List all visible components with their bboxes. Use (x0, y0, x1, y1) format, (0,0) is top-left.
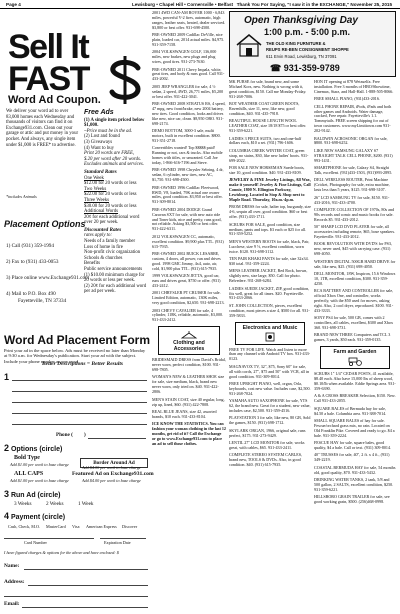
free-ads-item: (4) Want to buy (84, 145, 115, 151)
listing: PRE-OWNED 2008 STRATUS RS, 4 speed, 47 mpg, new front/brake, new 2004 battery, new tires. Good condition, looks and drives like new, nice car, clean. $8,950 OBO. 931-698-2174. (152, 101, 226, 126)
paper-towns: Lewisburg • Chapel Hill • Cornersville • Belfast (132, 1, 234, 7)
address-line-2[interactable] (4, 596, 148, 597)
discount-line: Needs of a family member (84, 239, 136, 245)
free-ads-item: ~Price must be in the ad. (84, 128, 133, 134)
listing: SQUARE BALES of Bermuda hay for sale, $4.50 a bale. Columbia area. 931-388-7014. (314, 405, 387, 416)
call-option[interactable]: 1) Call (931) 359-1994 (6, 243, 54, 249)
mail-city: Fayetteville, TN 37334 (18, 298, 67, 304)
discount-line: (2) 20¢ for each additional word per ad per week. (84, 283, 147, 295)
featured-ad-option[interactable]: Featured Ad on Exchange931.com (72, 471, 154, 477)
listing: 1999 VOLKSWAGEN JETTA, good car, runs and drives great, $750 or offer. (931) 433-2412. (152, 273, 221, 288)
listing: ICE KNOW THE STATISTICS. You can fashion your woman clothing in the last 12 months, get rid of it? Call the Exchange or go to www.Exchange931.com to place an ad to sell those clothes. (152, 421, 226, 446)
page-header (0, 0, 400, 9)
listing: BOT WEATHER COAT GREEN BOOTS, Ravenhills, size 11, new, like new, good condition, $40. 931-435-7918. (229, 101, 300, 116)
sell-it-heading: Sell It (8, 28, 89, 66)
listing: PRE-OWNED 1998 Chrysler Sebring, 4 dr, sedan, 6 cylinder, new tires, new AC, $1,750. 931-698-4500. (152, 167, 224, 183)
listing: SKYLARK ORGAN, 1966, original sale, runs perfect, $175. 931-273-9429. (229, 427, 306, 438)
listing: BRIDESMAID DRESS from David's Bridal, never worn, perfect condition, $100. 931-698-7805. (152, 357, 226, 373)
rate-line: $22.00 for 20 words or less (84, 192, 137, 198)
listing: REAL BLUE JEANS, size 42, assorted brands, $10 each. 931-433-8104. (152, 408, 217, 419)
listing: COASTAL BERMUDA HAY for sale, 54 months old, good quality, $70. 931-433-5432. (314, 464, 396, 475)
banner-phone: ☎ 931-359-9789 (270, 63, 340, 73)
listing: DELL WIRELESS ROUTER, Print Machine (Cricket, Photography for sale, extra machine, lasts less than 5 years, $125. 931-698-3107. (314, 177, 390, 193)
dollar-sign-icon (104, 54, 146, 106)
rate-line: 20¢ for each additional word over 20 per week. (84, 214, 140, 226)
rate-line: Additional Words (84, 209, 119, 215)
rate-line: $30.00 for 20 words or less (84, 203, 137, 209)
thanksgiving-furniture-ad (229, 11, 396, 77)
listing: SCRUBS FOR SALE, good condition, size medium, pants and tops. $3 each or $25 for all. 931-359-5252. (229, 221, 307, 237)
banner-address: 611 Ervin Road, Lewisburg, TN 37091 (266, 54, 337, 59)
run-2-weeks[interactable]: 2 Weeks (46, 501, 64, 507)
listing: WOMAN'S NEW & LEATHER SHOE size for sale, size medium, black, brand new never worn, only tried on. $40. 931-422-2806. (152, 374, 225, 395)
listing: COLUMBIA CREEK WINTER COAT, green strap, no stains, $30, like new ladies' boots. 931-699-2022. (229, 147, 309, 163)
listing: LADIES 3 PIECE SUITS, two and one-half dollars each, $10 a set. (931) 796-1606. (229, 135, 302, 146)
listing: PRE-OWNED 2002 BUICK LESABRE, custom, 4 doors, all power, run and drives good. 1998 GMC Jimmy, 4x4, auto, air, cold, $1,900 plus TTL. (931) 615-7935. (152, 250, 221, 271)
ad-text-line[interactable] (12, 391, 147, 392)
address-field[interactable] (28, 585, 148, 586)
listing: DELL MONITOR, 18W, Inspiron, 15.6 Windows 10, 1TB, excellent condition, $300. 931-359-4250. (314, 270, 396, 286)
discount-line: (1) $10.00 minimum charge for 20 words or less per week. (84, 272, 145, 284)
listing: Convertibles wanted! Top $$$$$ paid! Running or not, cars & trucks. Also mobile homes with titles, or unwanted. Call Joe today, 1-866-616-7196 and Steve. (152, 145, 223, 165)
enclosed-amount-label: I have figured charges & options for the above and have enclosed: $ (4, 550, 119, 555)
electronics-category-title: Electronics and Music (242, 324, 298, 331)
form-instructions: Print your ad in the space below. Ads must be received no later than Monday at 9:30 a.m. for Wednesday's publication. Start your ad with the subject. Include your phone number as one word. (4, 348, 146, 364)
classifieds-column-b (152, 11, 226, 611)
banner-store-subname: REUPS RE-BEN CONSIGNMENT SHOPPE (266, 47, 349, 52)
card-number-label: Card Number (24, 540, 47, 545)
listing: 2001 4WD CAN-AM ROVER 1000 - 6,843 miles, powerful V-2 fires, automatic, high ranges, leather seats, heated, dealer serviced. $3,800 or best offer. 931-698-4500. (152, 11, 226, 30)
email-field[interactable] (22, 607, 148, 608)
listing: BOOK REVOLUTION WITH DVD'S for PS3, new, never used, $45 with carrying case. (931) 698-4050. (314, 241, 392, 257)
listing: SMALL SQUARE BALES of hay for sale. Fescue/orchard grass mix, no rain. Located on Old Franklin Pike. Covered and ready to go. $4 a bale. 931-359-2224. (314, 417, 395, 438)
run-1-week[interactable]: 1 Week (78, 501, 94, 507)
clothing-category-title: Clothing and Accessories (173, 340, 205, 353)
name-label: Name: (4, 563, 20, 569)
listing: FOR SALE NEW HORSEMAN Suede boots, size 10, good condition. $40. 931-433-8109. (229, 165, 305, 175)
listing: FREE SMALL PIANO, (931)433-2016. (314, 96, 380, 102)
listing: LADIES SUEDE JACKET, ZIP, good condition, fits well, great for all times. $20. Fayetteville. 931-433-2066. (229, 285, 310, 301)
free-ads-title: Free Ads (84, 109, 114, 116)
discount-line: Loss of home in fire (84, 244, 123, 250)
listing: HILLSBORO GRAIN TRAILER for sale, see good working grain, $500. (256)468-0998. (314, 494, 390, 505)
listing: MK PURSE for sale, brand new, and some Michael Kors, new. Nothing is wrong with it, great condition, $150. Call me Monday-Friday. 931-268-7006. (229, 80, 307, 99)
free-ads-item: Print 20 words are FREE, (84, 151, 135, 157)
listing: CELL PHONE REPAIR, iPods, iPads and both other games and Androids. Water damage, cracked, Free repair. Fayetteville's 1.1. Tommytails. FREE screen shipping for out of town customers. www.myLimittown.com 931-202-9142. (314, 103, 392, 134)
name-field[interactable] (24, 569, 148, 570)
listing: A & A CROSS BREAKER Selection, $150. New. Call 931-433-2055. (314, 393, 396, 404)
phone-field[interactable] (88, 438, 146, 439)
discount-line: Benefits (84, 261, 100, 267)
listing: DEMO BOTTOM, 3000-3 sale, multi motors, built in excellent condition. $800. 931-351-2718. (152, 128, 221, 143)
discount-line: Schools & churches (84, 255, 123, 261)
free-ads-item: Excludes animals and services. (84, 162, 144, 168)
listing: SMARTPHONE for sale, Galaxy S4, Straight Talk, excellent. (931)433-1503, (931)993-2895. (314, 165, 393, 175)
listing: MEN'S STAIN COAT, size 40 regular, long, zip up, lined, $60. (931) 422-7808. (152, 396, 225, 407)
online-option[interactable]: 3) Place online www.Exchange931.com (6, 275, 90, 281)
listing: JEWELRY & FINE Jewelry Listings, All Wax, make it yourself! Jewelry & Fine Listings, Call Connie, 1800 N. Ellington Parkway, Lewisburg. Located in Stop & Shop next to Maple Road. Thursday, 10a.m.-4p.m. (229, 177, 311, 203)
listing: BEAUTIFUL HOUSE LENGTH WOOL LEATHER COAT, size 18/18 $75 or best offer. 931-359-6221. (229, 118, 307, 134)
listing: RCA BATTERY AND CONTROLLER for sale, official Xbox One, and controller, works perfectly, with the $50 used for moves, asking right. Also, 2 cool dryer, reproduced. $100. 931-433-3333. (314, 288, 394, 313)
pay-discover[interactable]: Discover (122, 524, 138, 529)
placement-options-title: Placement Options (4, 219, 86, 229)
clothing-hanger-icon (180, 330, 198, 340)
listing: BRAND NEW THREE Computers and TCL 3 games, 3 yards, $50 each. 931-359-0135. (314, 332, 391, 343)
listing: 2003 CHEVY CAVALIER for sale, 4 cylinder, 118K, reliable, automatic, $3,000. 931-433-2412. (152, 307, 224, 323)
banner-store-name: THE OLD KING FURNITURE & (266, 41, 326, 46)
ad-text-line[interactable] (12, 413, 147, 414)
free-ads-item: $.20 per word after 20 words. (84, 156, 142, 162)
step-3-run-ad: 3 Run Ad (circle) (4, 489, 61, 499)
fax-option[interactable]: 2) Fax to (931) 433-0053 (6, 259, 59, 265)
listing: 2012 VOLKSWAGEN CC, automatic, excellent condition. $9,900 plus TTL. (931) 615-7935. (152, 233, 224, 249)
clothing-category-header (158, 326, 220, 355)
rate-line: $12.00 for 20 words or less (84, 181, 137, 187)
listing: COMPLETE STEREO SYSTEM CABLES, brand new, TOOLS & DVDs. Also, in good condition. $40. (931) 615-7935. (229, 452, 303, 468)
listing: LENTIL 27" LCD MONITOR for sale, works great, with cables, $65. 931-433-2411. (229, 440, 305, 450)
listing: 26" LCD SAMSUNG TV for sale, $150. 931-433-2016, 931-433-4700. (314, 194, 390, 205)
includes-animals-note: *includes Animals (6, 194, 37, 199)
listing: 2005 JEEP WRANGLER for sale, 4 ½ sedan, 2 speed, 4WD, 26,771 miles, $5,200 or best offer. 931-422-3041. (152, 83, 224, 99)
listing: PRE-OWNED 2011 Chevy Impala, white, great tires, and body & runs good. Call 931-433-2002. (152, 66, 225, 82)
listing: TEN PAIR KHAKI PANTS for sale, size 32x34. $30 total. 931-359-2224. (229, 256, 309, 266)
free-ads-item: (3) Giveaways (84, 139, 113, 145)
standard-rates-title: Standard Rates (84, 168, 117, 175)
classifieds-column-d (314, 80, 396, 611)
bold-type-option[interactable]: Bold Type (14, 455, 40, 461)
listing: MEN'S WESTERN BOOTS for sale, black, Pair, Lucchese, size 9 ½, excellent condition, worn twice. $120. 931-698-3112. (229, 238, 310, 254)
banner-title: Open Thanksgiving Day (244, 15, 358, 26)
farm-category-header (320, 346, 390, 369)
mail-option: 4) Mail to P.O. Box 490 (6, 291, 56, 297)
phone-label: Phone ( (56, 432, 73, 438)
listing: COMPLETE COLLECTION OF 1970s, 80s and 90s records and comic and music books for sale. Records $5. 931-433-2012. (314, 206, 395, 222)
all-caps-option[interactable]: ALL CAPS (14, 471, 44, 477)
electronics-category-header (235, 322, 305, 345)
fast-heading: FAST (8, 60, 89, 98)
listing: PRE-OWNED 2004 DODGE Grand Caravan SXT for sale, with new auto ride and Toner kids, nice and pretty, runs good, not reliable. Asking $3,500 or best offer. 931-422-6311. (152, 206, 222, 232)
free-ads-item: (1) A single item priced below $1,000. (84, 117, 145, 129)
speaker-icon (261, 332, 279, 342)
ad-text-line[interactable] (12, 380, 147, 381)
house-icon (235, 32, 263, 58)
banner-hours: 1:00 p.m. - 5:00 p.m. (264, 27, 351, 37)
step-2-options: 2 Options (circle) (4, 443, 63, 453)
listing: LIKE NEW SAMSUNG GALAXY S7 STRAIGHT TALK CELL PHONE, $200. (931) 993-1431. (314, 147, 393, 163)
listing: YAMAHA AUTO SAXOPHONE for sale, YTS 62, the brand new. Great for a student, new value, includes case, $2,500. 931-359-4516. (229, 398, 311, 414)
expiration-field[interactable] (100, 538, 146, 539)
step-1-number: 1 (4, 372, 10, 382)
discount-line: Public service announcements (84, 267, 143, 273)
email-label: Email: (4, 601, 20, 607)
listing: 2001 CHRYSLER PT CRUISER for sale. Limited Edition, automatic, 130K miles, very good condition, $2,650. 931-698-2213. (152, 290, 225, 306)
tractor-icon (346, 356, 364, 366)
pay-mastercard[interactable]: MasterCard (46, 524, 66, 529)
run-3-weeks[interactable]: 3 Weeks (14, 501, 32, 507)
rate-line: Two Weeks (84, 186, 107, 192)
ad-text-line[interactable] (12, 424, 147, 425)
ad-text-line[interactable] (12, 402, 147, 403)
free-ads-box (84, 110, 148, 295)
word-ad-coupon-heading: Word Ad Coupon. (8, 94, 101, 106)
border-price: Add $4.00 per week to base charge (82, 465, 141, 470)
listing: 40" TRUSSES for sale, 40", 2 ft. x 4 ft., (931) 349-2219. (314, 452, 390, 463)
page-number: Page 4 (6, 1, 21, 7)
rate-line: One Week (84, 175, 104, 181)
card-number-field[interactable] (4, 538, 94, 539)
listing: HON IT opening at 878 Wetzuelfa. Free installation. Free 3 months of HBO/Showtime, Cinemax, Starz, and Hall-Hall. 1-888-505-8066. (314, 80, 394, 94)
listing: BALDWIN ACROSONIC ORGAN for sale, $800. 931-698-6252. (314, 135, 388, 146)
listing: 2004 VOLKSWAGEN GOLF, 136,000 miles, new brakes, new plugs and plug wires, good tires. 931-273-7630. (152, 49, 217, 65)
pay-visa[interactable]: Visa (72, 524, 80, 529)
bold-price: Add $1.00 per week to base charge (10, 462, 69, 467)
pay-cash[interactable]: Cash, Check, M.O. (8, 524, 41, 529)
discount-line: rates apply to: (84, 233, 112, 239)
listing: FREE TV FOR LIFE. Watch and listen to more than any channel with Android TV box. 931-433-0123. (229, 346, 311, 362)
listing: FREE UPRIGHT PIANO, well, organ, Orla, keyboards, cost new value. Includes case, $2,500. 931-268-7024. (229, 381, 311, 396)
rate-line: Three Weeks (84, 197, 109, 203)
caps-price: Add $1.00 per week to base charge (10, 478, 69, 483)
listing: FESCUE HAY for sale, square bales, good quality, $4 a bale. Call or text. (931) 309-8014. (314, 440, 392, 450)
pay-amex[interactable]: American Express (86, 524, 117, 529)
listing: PLAYSTATION 3 for sale, like new, 80 GB, Sold the games, $150. (931) 698-1712. (229, 415, 311, 426)
listing: PRE-OWNED 2009 Cadillac DeVille, nice plain, loaded car, 2014 actual miles. $4,975. 931-359-7158. (152, 32, 225, 47)
listing: SONY PS4 for sale, 500 GB, comes with 2 controllers, all cables, excellent, $300 and Xbox 360. 931-698-3731. (314, 315, 394, 330)
discount-line: Non-profit civic organization (84, 250, 141, 256)
free-ads-item: (2) Lost and found (84, 134, 120, 140)
classifieds-column-c (229, 80, 311, 611)
listing: ST. JOHN COLLECTION, pieces, excellent condition, most pieces a size 4, $500 for all. 931-359-5833. (229, 302, 310, 318)
expiration-label: Expiration Date (104, 540, 131, 545)
discounted-rates-title: Discounted Rates (84, 226, 122, 233)
listing: 50" SHARP LCD DVD PLAYER for sale, all accessories including remote, $65, bose speakers. Fayetteville. 931-433-2012. (314, 224, 396, 239)
page-slogan: Thank You For Saying, "I saw it in the EXCHANGE," November 25, 2015 (236, 1, 392, 7)
address-label: Address: (4, 579, 25, 585)
listing: WESTERN DIGITAL 500GB HARD DRIVE for sale, like new, $25. (931) 698-4050. (314, 258, 396, 269)
listing: SCRUBS 1" 1/4" CEDAR POSTS, 41 available, $8.40 each. Also have 15,000 lbs of sheep wool, $0.10/lb when available. Eddie Springs area. 931-359-6390. (314, 371, 396, 391)
listing: DRINKING WATER TANKS, 2 tank, 5/8 and 500 gallon, 2 SALTS, excellent condition, $250. 931-359-6221. (314, 477, 394, 492)
listing: MENS LEATHER JACKET, Red Rock, brown, slightly new, size large, $50. Call for photo. Belvedere. 931-268-6284. (229, 268, 308, 284)
intro-paragraph: We deliver your word ad to over 83,000 homes each Wednesday and thousands of visitors can find it on Exchange931.com. Clean out your garage or attic and put money in your pocket. And always, any single item under $1,000 is FREE* to advertise. (6, 109, 79, 148)
phone-paren: ) (84, 432, 86, 438)
listing: MAGNAVOX TV, 32", $75, Sony 60" for sale, all with cords, 27", $75 and 50" with VCR, all in good condition. 931-309-8014. (229, 363, 310, 379)
step-4-payment: 4 Payment (circle) (4, 511, 66, 521)
form-title: Word Ad Placement Form (4, 333, 151, 347)
listing: PROM DRESS for sale, halter top, burgundy, size 4-6, sequin all over, good condition. $60 or best offer. (931) 433-1711. (229, 204, 311, 220)
featured-price: Add $4.00 per week to base charge (82, 478, 141, 483)
farm-category-title: Farm and Garden (333, 349, 377, 356)
border-around-ad-option[interactable]: Border Around Ad (80, 458, 148, 468)
listing: PRE-OWNED 1996 Cadillac Fleetwood, RWD, V8, loaded, 79K actual one owner miles, good condition. $3,950 or best offer. 931-309-8014. (152, 184, 223, 205)
better-descriptions-tip: Better Descriptions = Better Results (42, 361, 124, 367)
